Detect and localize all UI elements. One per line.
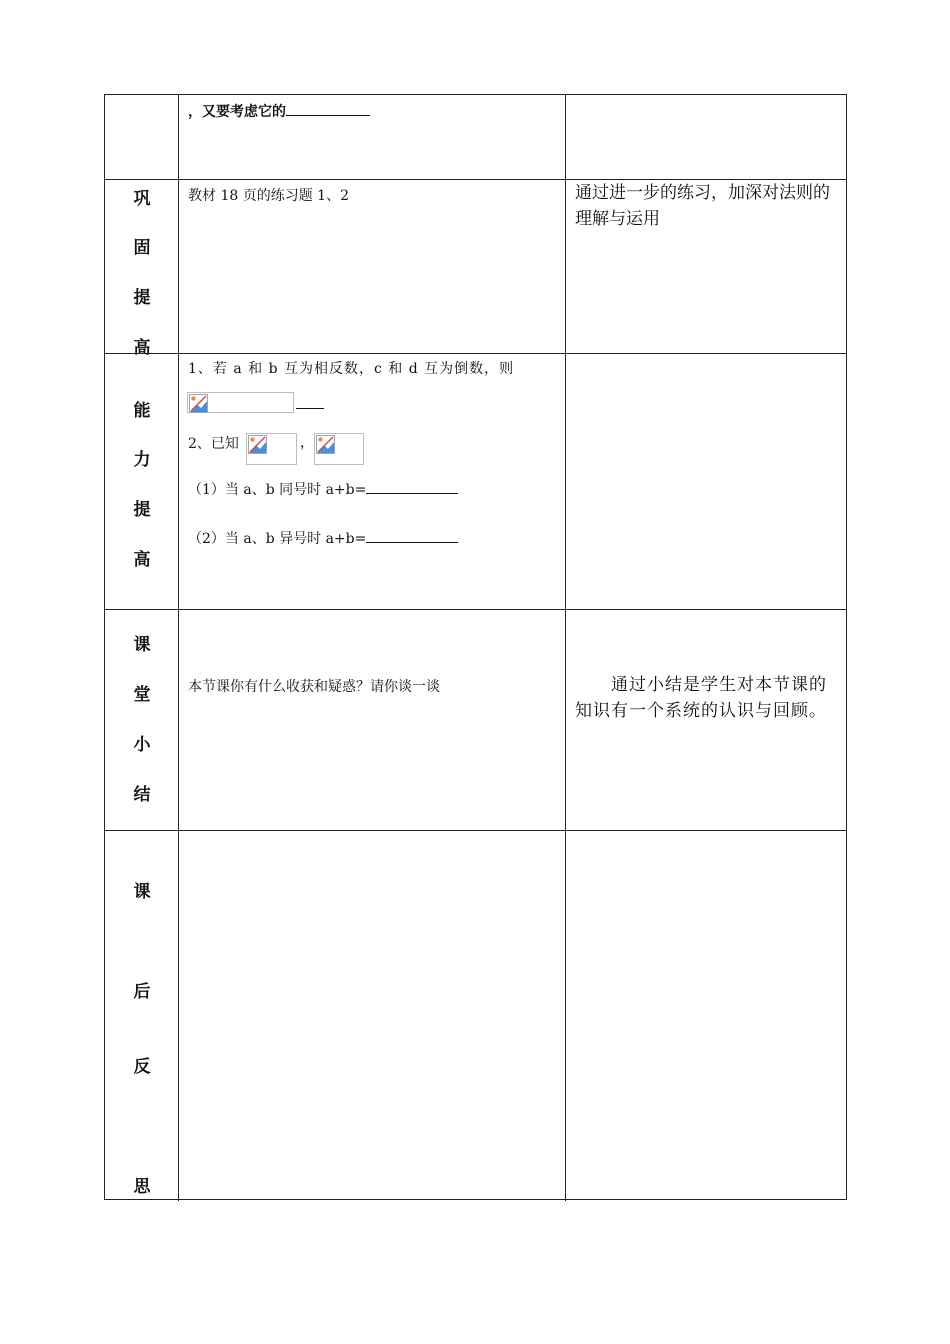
question-2-prefix: 2、已知	[188, 436, 239, 452]
table-row	[105, 831, 846, 1201]
row5-label-2: 后	[133, 982, 151, 1002]
row2-label-3: 提	[133, 288, 151, 308]
row4-label-2: 堂	[133, 685, 151, 705]
row4-label-1: 课	[133, 635, 151, 655]
equation-image	[187, 392, 294, 413]
question-2-separator: ，	[300, 435, 314, 451]
content-cell	[179, 95, 566, 179]
row-label-cell	[105, 180, 179, 358]
row4-note: 通过小结是学生对本节课的知识有一个系统的认识与回顾。	[575, 675, 827, 721]
table-row	[105, 95, 846, 180]
row3-label-1: 能	[133, 401, 151, 421]
row1-content	[188, 101, 370, 121]
row4-label-3: 小	[133, 735, 151, 755]
row3-label-2: 力	[133, 450, 151, 470]
row2-label-4: 高	[133, 338, 151, 358]
content-cell	[179, 354, 566, 609]
row-label-cell	[105, 354, 179, 609]
content-cell	[179, 180, 566, 353]
note-cell	[566, 354, 846, 609]
broken-image-icon	[248, 435, 267, 454]
row-label-cell	[105, 610, 179, 830]
note-cell	[566, 180, 846, 353]
row5-label-4: 思	[133, 1177, 151, 1197]
note-cell	[566, 610, 846, 830]
table-row	[105, 180, 846, 358]
row5-label-3: 反	[133, 1057, 151, 1077]
equation-image	[246, 433, 297, 465]
row2-content: 教材 18 页的练习题 1、2	[188, 188, 349, 204]
question-2a-text: （1）当 a、b 同号时 a+b=	[188, 482, 367, 498]
row3-label-3: 提	[133, 500, 151, 520]
row2-label-2: 固	[133, 238, 151, 258]
question-1: 1、若 a 和 b 互为相反数，c 和 d 互为倒数，则	[188, 361, 515, 377]
question-2b-text: （2）当 a、b 异号时 a+b=	[188, 531, 367, 547]
question-2b	[188, 528, 458, 548]
lesson-plan-table	[104, 94, 847, 1200]
note-cell	[566, 95, 846, 179]
row-label-cell	[105, 95, 179, 179]
row2-note: 通过进一步的练习，加深对法则的理解与运用	[575, 183, 830, 229]
content-cell	[179, 831, 566, 1201]
row-label-cell	[105, 831, 179, 1201]
answer-blank	[286, 115, 370, 116]
row3-label-4: 高	[133, 550, 151, 570]
answer-blank	[366, 542, 458, 543]
row1-text: ，又要考虑它的	[188, 104, 286, 120]
row4-label-4: 结	[133, 785, 151, 805]
table-row	[105, 610, 846, 831]
row5-label-1: 课	[133, 882, 151, 902]
answer-blank	[296, 408, 324, 409]
row2-label-1: 巩	[133, 189, 151, 209]
row4-content: 本节课你有什么收获和疑惑？请你谈一谈	[188, 679, 440, 695]
broken-image-icon	[189, 394, 208, 413]
content-cell	[179, 610, 566, 830]
equation-image	[314, 433, 364, 465]
table-row	[105, 354, 846, 610]
note-cell	[566, 831, 846, 1201]
answer-blank	[366, 493, 458, 494]
broken-image-icon	[316, 435, 335, 454]
question-2a	[188, 479, 458, 499]
